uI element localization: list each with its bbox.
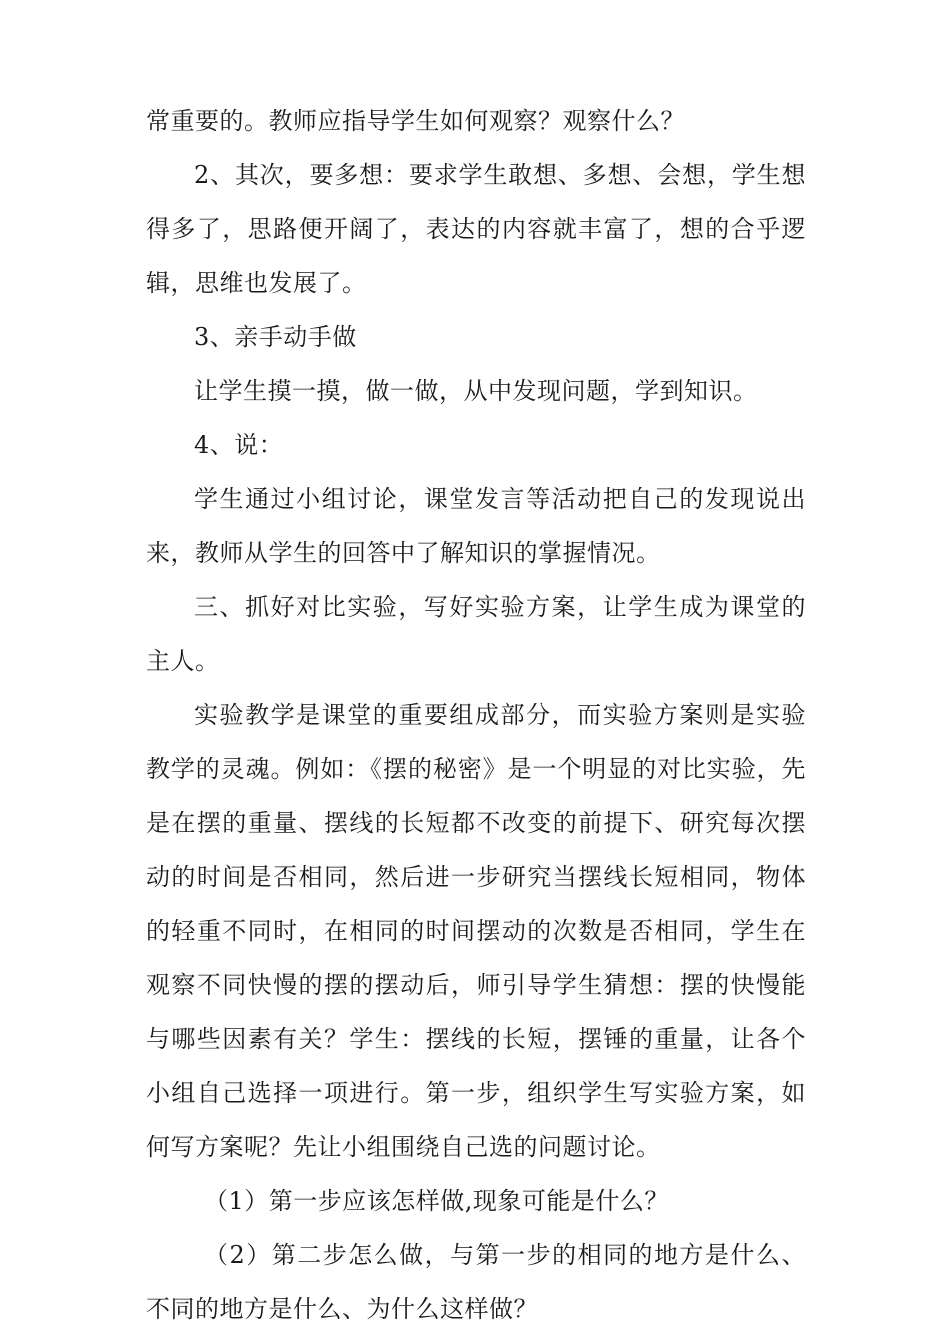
- section-heading-contrast-experiment: 三、抓好对比实验，写好实验方案，让学生成为课堂的主人。: [146, 593, 806, 675]
- paragraph-hands-on-body: 让学生摸一摸，做一做，从中发现问题，学到知识。: [194, 377, 758, 405]
- paragraph-hands-on-heading: 3、亲手动手做: [194, 323, 357, 351]
- document-body: [146, 94, 806, 1336]
- list-item-step-one: （1）第一步应该怎样做,现象可能是什么？: [204, 1187, 669, 1215]
- paragraph-speak-body: 学生通过小组讨论，课堂发言等活动把自己的发现说出来，教师从学生的回答中了解知识的掌握情况。: [146, 485, 806, 567]
- paragraph-think-more: 2、其次，要多想：要求学生敢想、多想、会想，学生想得多了，思路便开阔了，表达的内容就丰富了，想的合乎逻辑，思维也发展了。: [146, 161, 806, 297]
- paragraph-continuation: 常重要的。教师应指导学生如何观察？观察什么？: [146, 107, 685, 135]
- list-item-step-two: （2）第二步怎么做，与第一步的相同的地方是什么、不同的地方是什么、为什么这样做？: [146, 1241, 806, 1323]
- paragraph-speak-heading: 4、说：: [194, 431, 284, 459]
- paragraph-experiment-plan: 实验教学是课堂的重要组成部分，而实验方案则是实验教学的灵魂。例如：《摆的秘密》是一个明显的对比实验，先是在摆的重量、摆线的长短都不改变的前提下、研究每次摆动的时间是否相同，然后进一步研究当摆线长短相同，物体的轻重不同时，在相同的时间摆动的次数是否相同，学生在观察不同快慢的摆的摆动后，师引导学生猜想：摆的快慢能与哪些因素有关？学生：摆线的长短，摆锤的重量，让各个小组自己选择一项进行。第一步，组织学生写实验方案，如何写方案呢？先让小组围绕自己选的问题讨论。: [146, 701, 806, 1161]
